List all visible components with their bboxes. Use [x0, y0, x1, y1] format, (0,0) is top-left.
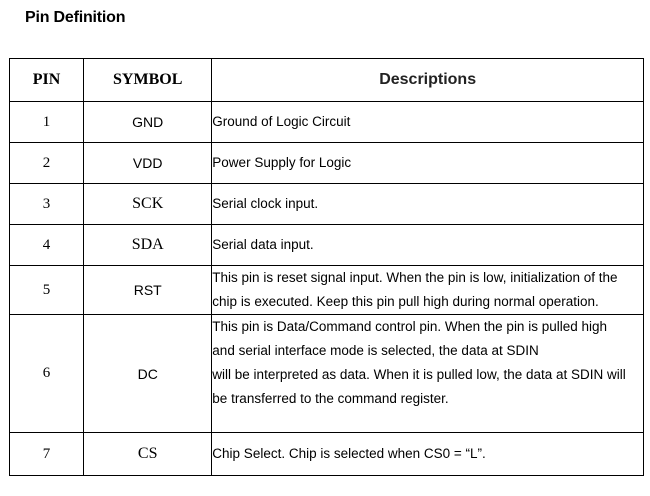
pin-number: 4 — [10, 225, 84, 266]
description-line: Ground of Logic Circuit — [212, 114, 351, 129]
pin-description — [212, 266, 644, 315]
page-heading: Pin Definition — [25, 9, 126, 26]
pin-symbol: RST — [84, 266, 212, 315]
header-symbol: SYMBOL — [84, 59, 212, 102]
pin-number: 5 — [10, 266, 84, 315]
pin-symbol: SDA — [84, 225, 212, 266]
description-line: Chip Select. Chip is selected when CS0 = “L”. — [212, 446, 486, 461]
description-line: This pin is Data/Command control pin. When the pin is pulled high — [212, 319, 608, 334]
pin-symbol: GND — [84, 102, 212, 143]
description-line: be transferred to the command register. — [212, 391, 449, 406]
pin-symbol: CS — [84, 433, 212, 476]
header-pin: PIN — [10, 59, 84, 102]
pin-description — [212, 102, 644, 143]
table-row — [10, 433, 644, 476]
pin-definition-table — [9, 58, 644, 476]
pin-symbol: DC — [84, 315, 212, 433]
pin-description — [212, 184, 644, 225]
pin-number: 2 — [10, 143, 84, 184]
pin-symbol: SCK — [84, 184, 212, 225]
pin-symbol: VDD — [84, 143, 212, 184]
pin-number: 3 — [10, 184, 84, 225]
pin-number: 6 — [10, 315, 84, 433]
table-row — [10, 266, 644, 315]
description-line: will be interpreted as data. When it is pulled low, the data at SDIN will — [212, 367, 626, 382]
table-row — [10, 225, 644, 266]
table-row — [10, 315, 644, 433]
table-row — [10, 143, 644, 184]
description-line: Serial data input. — [212, 237, 314, 252]
description-line: chip is executed. Keep this pin pull high during normal operation. — [212, 294, 599, 309]
pin-description — [212, 315, 644, 433]
table-header-row — [10, 59, 644, 102]
description-line: and serial interface mode is selected, the data at SDIN — [212, 343, 539, 358]
pin-description — [212, 433, 644, 476]
table-row — [10, 102, 644, 143]
pin-description — [212, 143, 644, 184]
header-descriptions: Descriptions — [212, 59, 644, 102]
pin-number: 7 — [10, 433, 84, 476]
table-row — [10, 184, 644, 225]
pin-description — [212, 225, 644, 266]
description-line: Power Supply for Logic — [212, 155, 352, 170]
description-line: This pin is reset signal input. When the pin is low, initialization of the — [212, 270, 618, 285]
pin-number: 1 — [10, 102, 84, 143]
description-line: Serial clock input. — [212, 196, 319, 211]
